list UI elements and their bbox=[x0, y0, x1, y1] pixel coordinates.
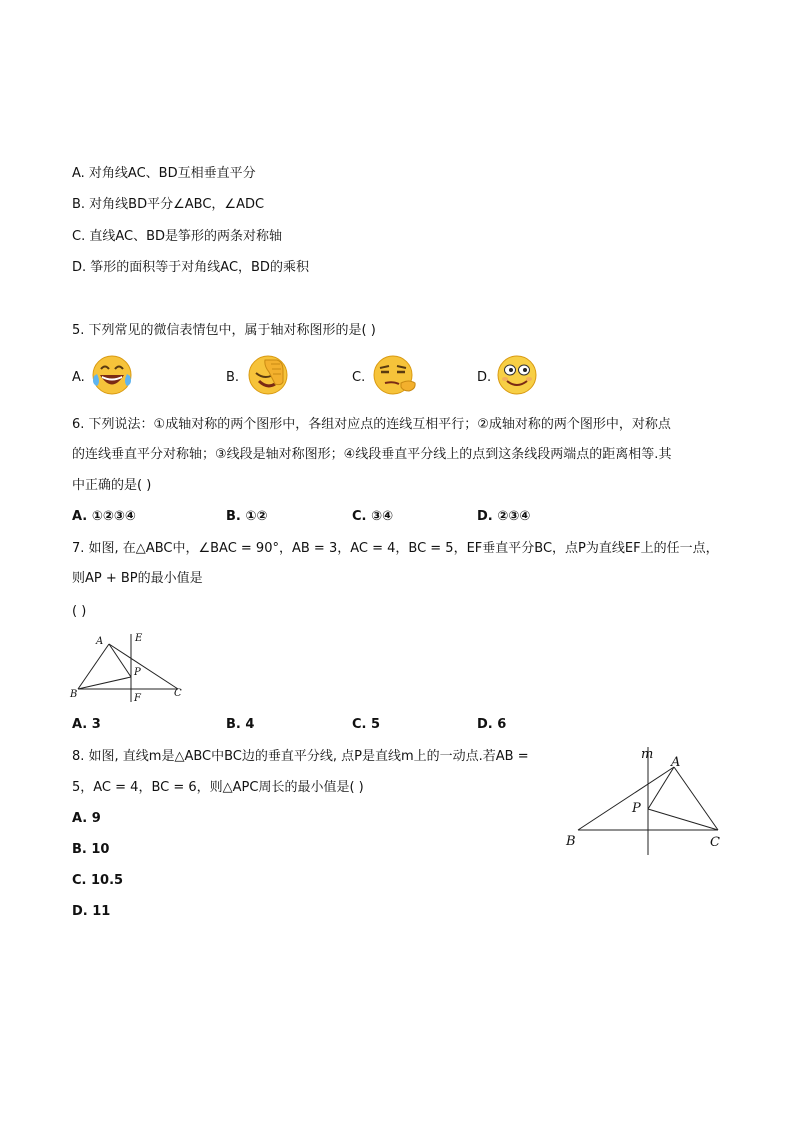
q7-stem-line3: ( ) bbox=[72, 604, 87, 619]
q8-label-a: A bbox=[671, 755, 681, 770]
q4-option-d: D. 筝形的面积等于对角线AC，BD的乘积 bbox=[72, 260, 309, 275]
q8-option-d: D. 11 bbox=[72, 904, 111, 919]
q6-stem-line2: 的连线垂直平分对称轴；③线段是轴对称图形；④线段垂直平分线上的点到这条线段两端点的距离相等.其 bbox=[72, 447, 672, 462]
smug-thinking-emoji-icon bbox=[371, 353, 419, 397]
laughing-tears-emoji-icon bbox=[91, 354, 133, 396]
q5-stem: 5. 下列常见的微信表情包中，属于轴对称图形的是( ) bbox=[72, 323, 376, 338]
q8-option-a: A. 9 bbox=[72, 811, 101, 826]
q7-stem-line2: 则AP + BP的最小值是 bbox=[72, 571, 203, 586]
q7-stem-line1: 7. 如图, 在△ABC中，∠BAC = 90°，AB = 3，AC = 4，BC = 5，EF垂直平分BC，点P为直线EF上的任一点， bbox=[72, 541, 719, 556]
q7-triangle-figure bbox=[66, 630, 190, 706]
q8-label-b: B bbox=[566, 834, 576, 849]
q8-label-p: P bbox=[632, 801, 641, 816]
q7-label-e: E bbox=[135, 633, 143, 644]
q8-stem-line2: 5，AC = 4，BC = 6，则△APC周长的最小值是( ) bbox=[72, 780, 364, 795]
q5-label-c: C. bbox=[352, 370, 366, 385]
q4-option-c: C. 直线AC、BD是筝形的两条对称轴 bbox=[72, 229, 283, 244]
q6-stem-line1: 6. 下列说法：①成轴对称的两个图形中，各组对应点的连线互相平行；②成轴对称的两个图形中，对称点 bbox=[72, 417, 671, 432]
q5-label-d: D. bbox=[477, 370, 492, 385]
q6-stem-line3: 中正确的是( ) bbox=[72, 478, 152, 493]
q7-label-f: F bbox=[134, 693, 141, 704]
facepalm-emoji-icon bbox=[247, 354, 289, 396]
silly-smile-emoji-icon bbox=[496, 354, 538, 396]
q7-label-c: C bbox=[174, 688, 182, 699]
q7-option-a: A. 3 bbox=[72, 717, 101, 732]
q5-label-b: B. bbox=[226, 370, 240, 385]
q7-label-a: A bbox=[96, 636, 104, 647]
q4-option-a: A. 对角线AC、BD互相垂直平分 bbox=[72, 166, 256, 181]
q8-label-m: m bbox=[641, 747, 654, 762]
q8-triangle-figure bbox=[560, 743, 734, 858]
q7-label-b: B bbox=[70, 689, 78, 700]
q8-option-c: C. 10.5 bbox=[72, 873, 124, 888]
q8-label-c: C bbox=[710, 835, 720, 850]
q8-stem-line1: 8. 如图, 直线m是△ABC中BC边的垂直平分线, 点P是直线m上的一动点.若AB = bbox=[72, 749, 529, 764]
q6-option-d: D. ②③④ bbox=[477, 509, 531, 524]
q5-label-a: A. bbox=[72, 370, 85, 385]
q4-option-b: B. 对角线BD平分∠ABC，∠ADC bbox=[72, 197, 265, 212]
q6-option-a: A. ①②③④ bbox=[72, 509, 136, 524]
q7-option-d: D. 6 bbox=[477, 717, 507, 732]
q6-option-c: C. ③④ bbox=[352, 509, 394, 524]
q7-option-b: B. 4 bbox=[226, 717, 255, 732]
q6-option-b: B. ①② bbox=[226, 509, 268, 524]
q7-option-c: C. 5 bbox=[352, 717, 381, 732]
q8-option-b: B. 10 bbox=[72, 842, 110, 857]
q7-label-p: P bbox=[134, 667, 141, 678]
